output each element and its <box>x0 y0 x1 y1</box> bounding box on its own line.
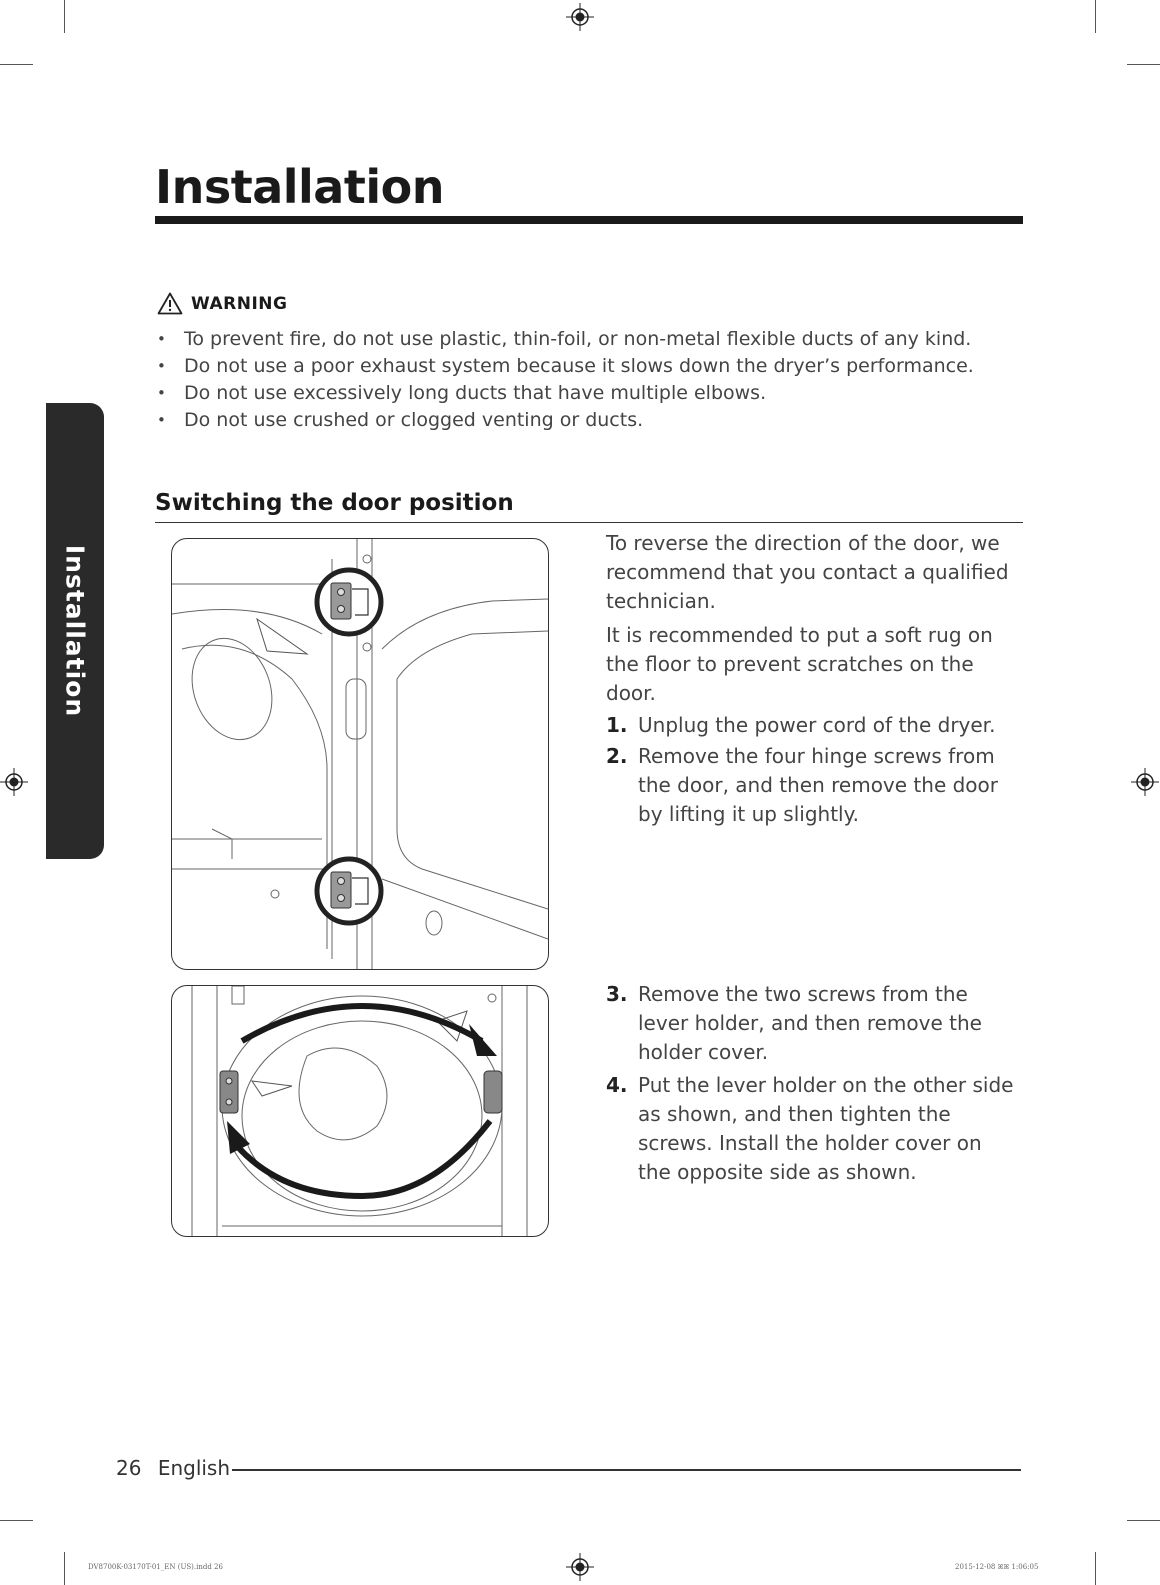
footer-rule <box>232 1469 1021 1471</box>
crop-mark <box>1095 0 1096 33</box>
section-title: Switching the door position <box>155 490 514 516</box>
intro-paragraph: To reverse the direction of the door, we recommend that you contact a qualified technician. <box>606 531 1009 613</box>
footer-language: English <box>157 1456 231 1480</box>
step-number: 1. <box>606 713 628 737</box>
instructions-block-b <box>606 980 1018 1189</box>
warning-header <box>157 292 287 315</box>
step-text: Put the lever holder on the other side as shown, and then tighten the screws. Install the holder cover on the opposite side as shown. <box>638 1073 1014 1184</box>
intro-paragraph: It is recommended to put a soft rug on the floor to prevent scratches on the door. <box>606 623 993 705</box>
step-number: 2. <box>606 744 628 768</box>
warning-item: • Do not use crushed or clogged venting or ducts. <box>157 407 1017 434</box>
step-item <box>606 711 1018 740</box>
crop-mark <box>1127 64 1160 65</box>
step-text: Remove the four hinge screws from the door, and then remove the door by lifting it up slightly. <box>638 744 998 826</box>
crop-mark <box>1095 1552 1096 1585</box>
crop-mark <box>1127 1520 1160 1521</box>
page-footer <box>116 1456 230 1480</box>
steps-list <box>606 711 1018 829</box>
lever-holder-drawing <box>172 986 548 1236</box>
crop-mark <box>64 1552 65 1585</box>
warning-label: WARNING <box>191 293 288 314</box>
steps-list <box>606 980 1018 1187</box>
crop-mark <box>0 1520 33 1521</box>
warning-item: • Do not use excessively long ducts that have multiple elbows. <box>157 380 1017 407</box>
step-item <box>606 742 1018 829</box>
registration-mark-icon <box>0 768 28 796</box>
crop-mark <box>0 64 33 65</box>
step-number: 4. <box>606 1073 628 1097</box>
page-title: Installation <box>155 160 444 214</box>
step-item <box>606 980 1018 1067</box>
side-tab-label: Installation <box>60 544 90 718</box>
page-number: 26 <box>116 1456 142 1480</box>
registration-mark-icon <box>566 1553 594 1581</box>
warning-list <box>157 326 1017 434</box>
warning-item: • To prevent fire, do not use plastic, thin-foil, or non-metal flexible ducts of any kind. <box>157 326 1017 353</box>
title-rule <box>155 216 1023 224</box>
door-hinge-drawing <box>172 539 548 969</box>
step-item <box>606 1071 1018 1187</box>
side-tab <box>46 403 104 859</box>
warning-item: • Do not use a poor exhaust system because it slows down the dryer’s performance. <box>157 353 1017 380</box>
section-rule <box>155 522 1023 523</box>
step-number: 3. <box>606 982 628 1006</box>
instructions-block-a <box>606 529 1018 831</box>
lever-holder-illustration <box>171 985 549 1237</box>
step-text: Unplug the power cord of the dryer. <box>638 713 996 737</box>
step-text: Remove the two screws from the lever holder, and then remove the holder cover. <box>638 982 982 1064</box>
print-date-info: 2015-12-08 ꕤꕤ 1:06:05 <box>955 1563 1039 1571</box>
door-hinge-illustration <box>171 538 549 970</box>
warning-triangle-icon <box>157 292 183 315</box>
registration-mark-icon <box>566 3 594 31</box>
print-file-info: DV8700K-03170T-01_EN (US).indd 26 <box>88 1563 223 1571</box>
registration-mark-icon <box>1131 768 1159 796</box>
crop-mark <box>64 0 65 33</box>
